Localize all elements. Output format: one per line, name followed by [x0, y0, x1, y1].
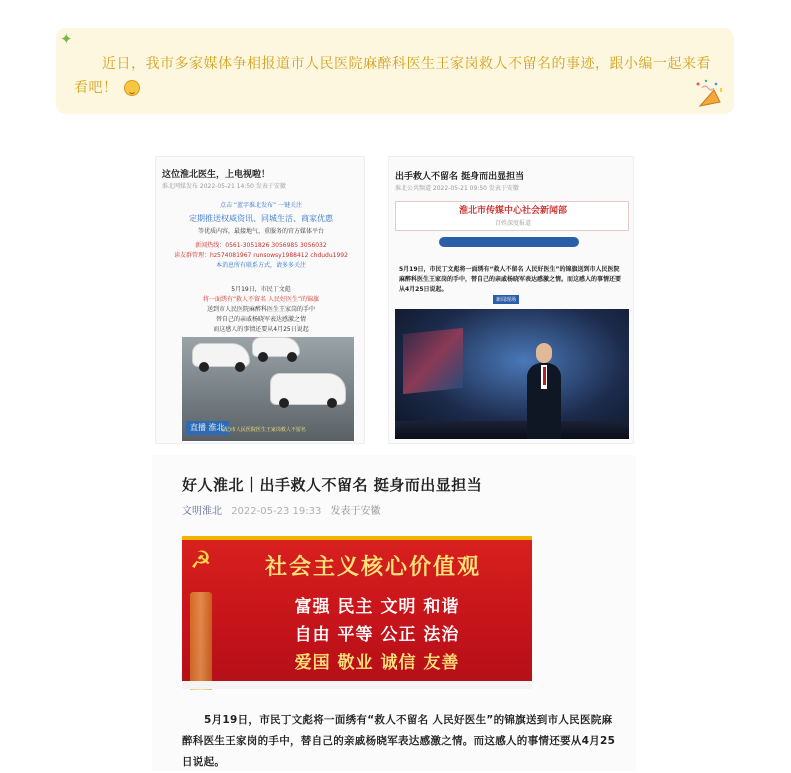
article-datetime: 2022-05-23 19:33 — [231, 506, 322, 517]
article-body: 5月19日，市民丁文彪将一面绣有“救人不留名 人民好医生”的锦旗送到市人民医院麻醉科医生王家岗的手中，替自己的亲戚杨晓军表达感激之情。而这感人的事情还要从4月25日说起。 — [182, 714, 616, 768]
banner-title: 淮北市传媒中心社会新闻部 — [458, 206, 567, 216]
article-screenshot[interactable] — [152, 455, 636, 771]
values-row-1: 富强 民主 文明 和谐 — [294, 597, 460, 617]
huabiao-pillar — [190, 592, 212, 690]
party-popper-icon — [694, 78, 726, 108]
left-panel-line3: 新闻热线：0561-3051826 3056985 3056032 — [195, 242, 327, 249]
notice-text-content: 近日，我市多家媒体争相报道市人民医院麻醉科医生王家岗救人不留名的事迹，跟小编一起来看看吧！ — [74, 56, 711, 96]
left-panel-story5: 而这感人的事情还要从4月25日说起 — [213, 326, 309, 333]
notice-box — [56, 28, 734, 114]
smile-emoji-icon — [124, 80, 140, 96]
notice-text — [74, 52, 724, 100]
left-panel-story4: 替自己的亲戚杨晓军表达感激之情 — [215, 316, 306, 323]
hammer-sickle-icon: ☭ — [190, 546, 212, 574]
left-panel-story2: 将一面绣有“救人不留名 人民好医生”的锦旗 — [202, 296, 320, 303]
left-panel-line4: 读友群管理：hz574081967 runsowsy1988412 chdudu1992 — [174, 252, 348, 259]
article-source[interactable]: 文明淮北 — [182, 506, 222, 517]
left-panel-title: 这位淮北医生，上电视啦！ — [162, 170, 271, 180]
left-panel-meta: 淮北网媒发布 2022-05-21 14:50 发表于安徽 — [162, 183, 286, 190]
left-panel-story3: 送到市人民医院麻醉科医生王家岗的手中 — [206, 306, 315, 313]
right-panel-story: 5月19日，市民丁文彪将一面绣有“救人不留名 人民好医生”的锦旗送到市人民医院麻醉科医生王家岗的手中，替自己的亲戚杨晓军表达感激之情。而这感人的事情还要从4月25日说起。 — [399, 266, 622, 293]
left-article-screenshot[interactable] — [155, 156, 365, 444]
left-panel-subheader: 点击 “蓝字淮北发布” 一键关注 — [219, 202, 303, 209]
live-badge: 直播 淮北 — [186, 421, 229, 435]
video-thumbnail[interactable] — [182, 337, 354, 441]
left-panel-line1: 定期推送权威资讯、同城生活、商家优惠 — [189, 214, 333, 223]
core-values-banner — [182, 536, 532, 689]
right-panel-meta: 淮北公共频道 2022-05-21 09:50 发表于安徽 — [395, 185, 519, 192]
studio-screen — [403, 328, 463, 394]
values-heading: 社会主义核心价值观 — [264, 555, 481, 580]
car-image — [192, 343, 250, 367]
car-image — [270, 373, 346, 405]
left-panel-line5: 本消息所有联系方式，请多多关注 — [215, 262, 306, 269]
values-row-2: 自由 平等 公正 法治 — [294, 625, 460, 645]
news-studio-video[interactable] — [395, 309, 629, 439]
left-panel-story1: 5月19日，市民丁文彪 — [231, 286, 291, 293]
article-meta — [182, 502, 381, 517]
star-icon: ✦ — [60, 30, 73, 48]
left-panel-line2: 等优质内容，最接地气、重服务的官方媒体平台 — [197, 228, 324, 235]
article-title: 好人淮北｜出手救人不留名 挺身而出显担当 — [182, 476, 483, 494]
video-caption: (配)市人民医院医生王家岗救人不留名 — [222, 427, 306, 433]
values-row-3: 爱国 敬业 诚信 友善 — [294, 653, 460, 673]
right-article-screenshot[interactable] — [388, 156, 634, 444]
article-location: 发表于安徽 — [330, 506, 381, 517]
right-panel-title: 出手救人不留名 挺身而出显担当 — [395, 172, 525, 182]
banner-subtitle: 百姓深度报道 — [494, 220, 531, 227]
car-image — [252, 337, 300, 357]
banner-strip — [439, 237, 579, 247]
news-banner — [395, 201, 629, 231]
news-tag: 新闻现场 — [493, 295, 519, 304]
